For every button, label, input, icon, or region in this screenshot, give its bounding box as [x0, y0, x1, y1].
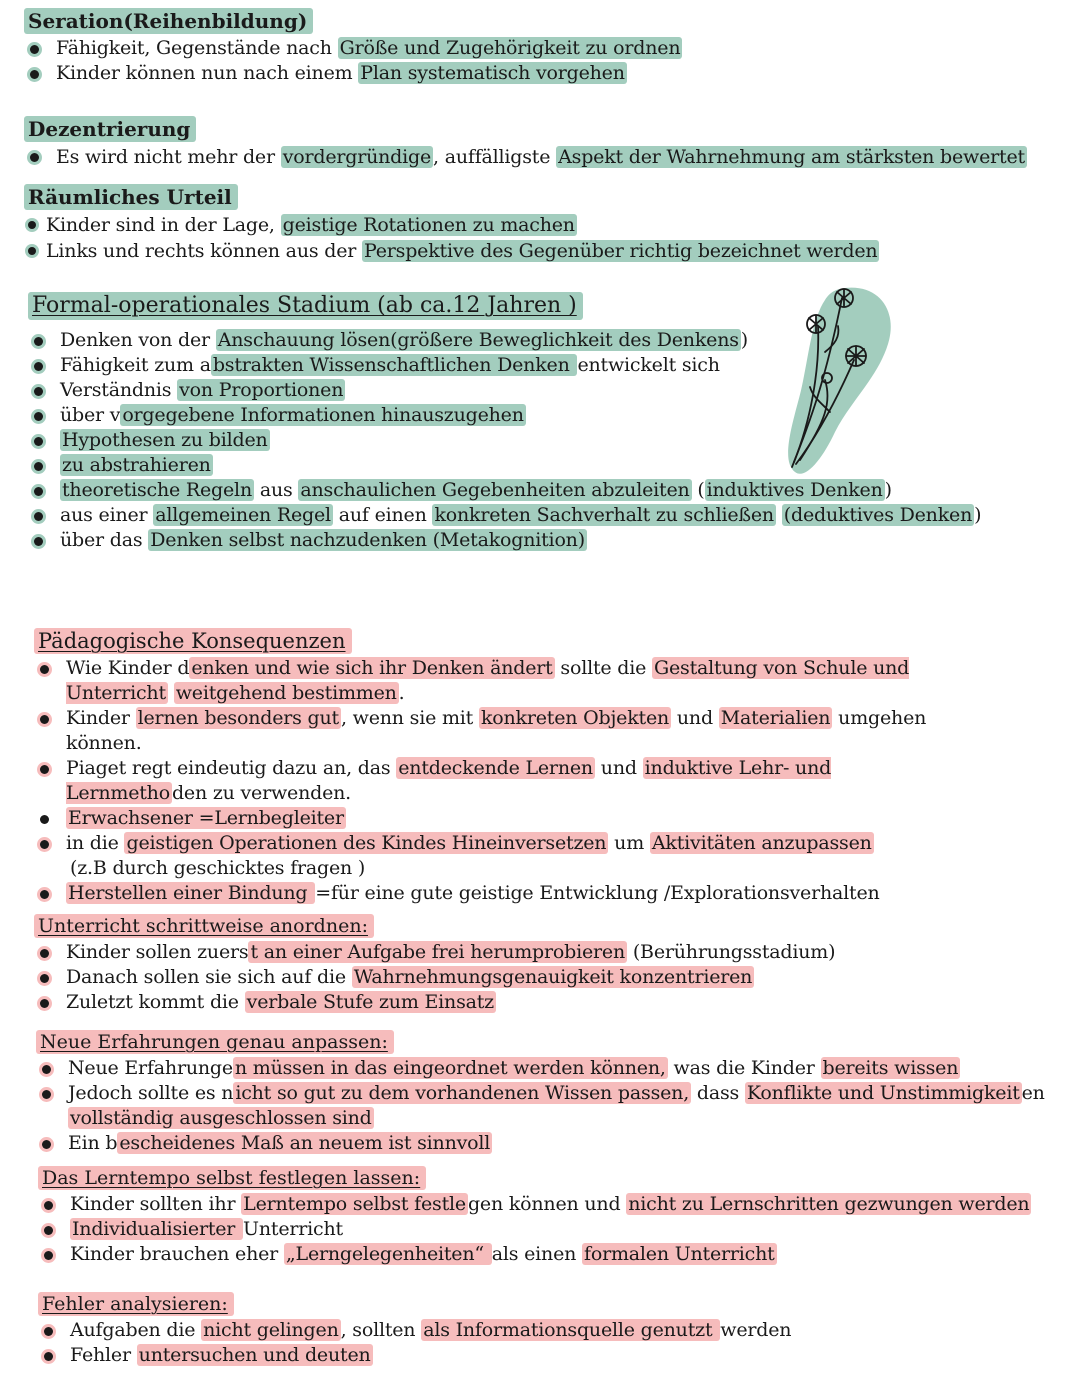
list-item: Herstellen einer Bindung =für eine gute geistige Entwicklung /Explorationsverhalten	[34, 881, 974, 906]
list-item: Es wird nicht mehr der vordergründige , auffälligste Aspekt der Wahrnehmung am stärksten bewertet	[24, 144, 1068, 170]
flower-bouquet-icon	[780, 282, 900, 482]
list-item: Kinder lernen besonders gut , wenn sie mit konkreten Objekten und Materialien umgehen können.	[34, 706, 974, 756]
example-note: (z.B durch geschicktes fragen )	[70, 857, 366, 879]
list-item: Aufgaben die nicht gelingen , sollten als Informationsquelle genutzt werden	[38, 1318, 1068, 1343]
heading-raeumliches-urteil: Räumliches Urteil	[24, 184, 238, 210]
list-item: Denken von der Anschauung lösen(größere Beweglichkeit des Denkens )	[28, 328, 1028, 353]
heading-unterricht-schrittweise: Unterricht schrittweise anordnen:	[34, 914, 374, 938]
list-item: Kinder sollten ihr Lerntempo selbst festle gen können und nicht zu Lernschritten gezwungen werden	[38, 1192, 1068, 1217]
section-raeumliches-urteil	[24, 184, 1068, 264]
heading-seration: Seration(Reihenbildung)	[24, 8, 313, 34]
list-item: Kinder können nun nach einem Plan systematisch vorgehen	[24, 61, 1068, 86]
list-item: über v orgegebene Informationen hinauszugehen	[28, 403, 1028, 428]
list-item: Kinder sind in der Lage, geistige Rotationen zu machen	[24, 212, 1068, 238]
list-item: Individualisierter Unterricht	[38, 1217, 1068, 1242]
heading-fehler-analysieren: Fehler analysieren:	[38, 1292, 234, 1316]
section-unterricht-schrittweise	[34, 914, 1068, 1015]
list-item: Erwachsener =Lernbegleiter	[34, 806, 974, 831]
heading-formal-operational: Formal-operationales Stadium (ab ca.12 Jahren )	[28, 292, 583, 320]
list-item: Zuletzt kommt die verbale Stufe zum Einsatz	[34, 990, 1068, 1015]
section-neue-erfahrungen	[36, 1030, 1068, 1156]
list-item: zu abstrahieren	[28, 453, 1028, 478]
section-paedagogische-konsequenzen	[34, 628, 1068, 906]
list-item: Kinder sollen zuers t an einer Aufgabe frei herumprobieren (Berührungsstadium)	[34, 940, 1068, 965]
list-item: Ein b escheidenes Maß an neuem ist sinnvoll	[36, 1131, 1066, 1156]
list-item: Piaget regt eindeutig dazu an, das entdeckende Lernen und induktive Lehr- und Lernmetho den zu verwenden.	[34, 756, 974, 806]
section-lerntempo	[38, 1166, 1068, 1267]
heading-dezentrierung: Dezentrierung	[24, 116, 196, 142]
list-item: Danach sollen sie sich auf die Wahrnehmungsgenauigkeit konzentrieren	[34, 965, 1068, 990]
list-item: Fähigkeit zum a bstrakten Wissenschaftlichen Denken entwickelt sich	[28, 353, 1028, 378]
list-item: Jedoch sollte es n icht so gut zu dem vorhandenen Wissen passen, dass Konflikte und Unstimmigkeit en vollständig ausgeschlossen sind	[36, 1081, 1066, 1131]
list-item: Hypothesen zu bilden	[28, 428, 1028, 453]
list-item: Verständnis von Proportionen	[28, 378, 1028, 403]
heading-neue-erfahrungen: Neue Erfahrungen genau anpassen:	[36, 1030, 394, 1054]
section-dezentrierung	[24, 116, 1068, 170]
section-seration	[24, 8, 1068, 86]
section-formal-operational	[28, 292, 1068, 553]
list-item: Wie Kinder d enken und wie sich ihr Denken ändert sollte die Gestaltung von Schule und Unterricht weitgehend bestimmen .	[34, 656, 974, 706]
list-item: aus einer allgemeinen Regel auf einen konkreten Sachverhalt zu schließen (deduktives Denken )	[28, 503, 1028, 528]
heading-lerntempo: Das Lerntempo selbst festlegen lassen:	[38, 1166, 426, 1190]
list-item: Fähigkeit, Gegenstände nach Größe und Zugehörigkeit zu ordnen	[24, 36, 1068, 61]
list-item: in die geistigen Operationen des Kindes Hineinversetzen um Aktivitäten anzupassen (z.B durch geschicktes fragen )	[34, 831, 974, 881]
list-item: Links und rechts können aus der Perspektive des Gegenüber richtig bezeichnet werden	[24, 238, 1068, 264]
list-item: Kinder brauchen eher „Lerngelegenheiten“ als einen formalen Unterricht	[38, 1242, 1068, 1267]
list-item: Fehler untersuchen und deuten	[38, 1343, 1068, 1368]
list-item: Neue Erfahrunge n müssen in das eingeordnet werden können, was die Kinder bereits wissen	[36, 1056, 1066, 1081]
list-item: theoretische Regeln aus anschaulichen Gegebenheiten abzuleiten ( induktives Denken )	[28, 478, 1028, 503]
heading-paedagogische-konsequenzen: Pädagogische Konsequenzen	[34, 628, 352, 654]
section-fehler-analysieren	[38, 1292, 1068, 1368]
list-item: über das Denken selbst nachzudenken (Metakognition)	[28, 528, 1028, 553]
